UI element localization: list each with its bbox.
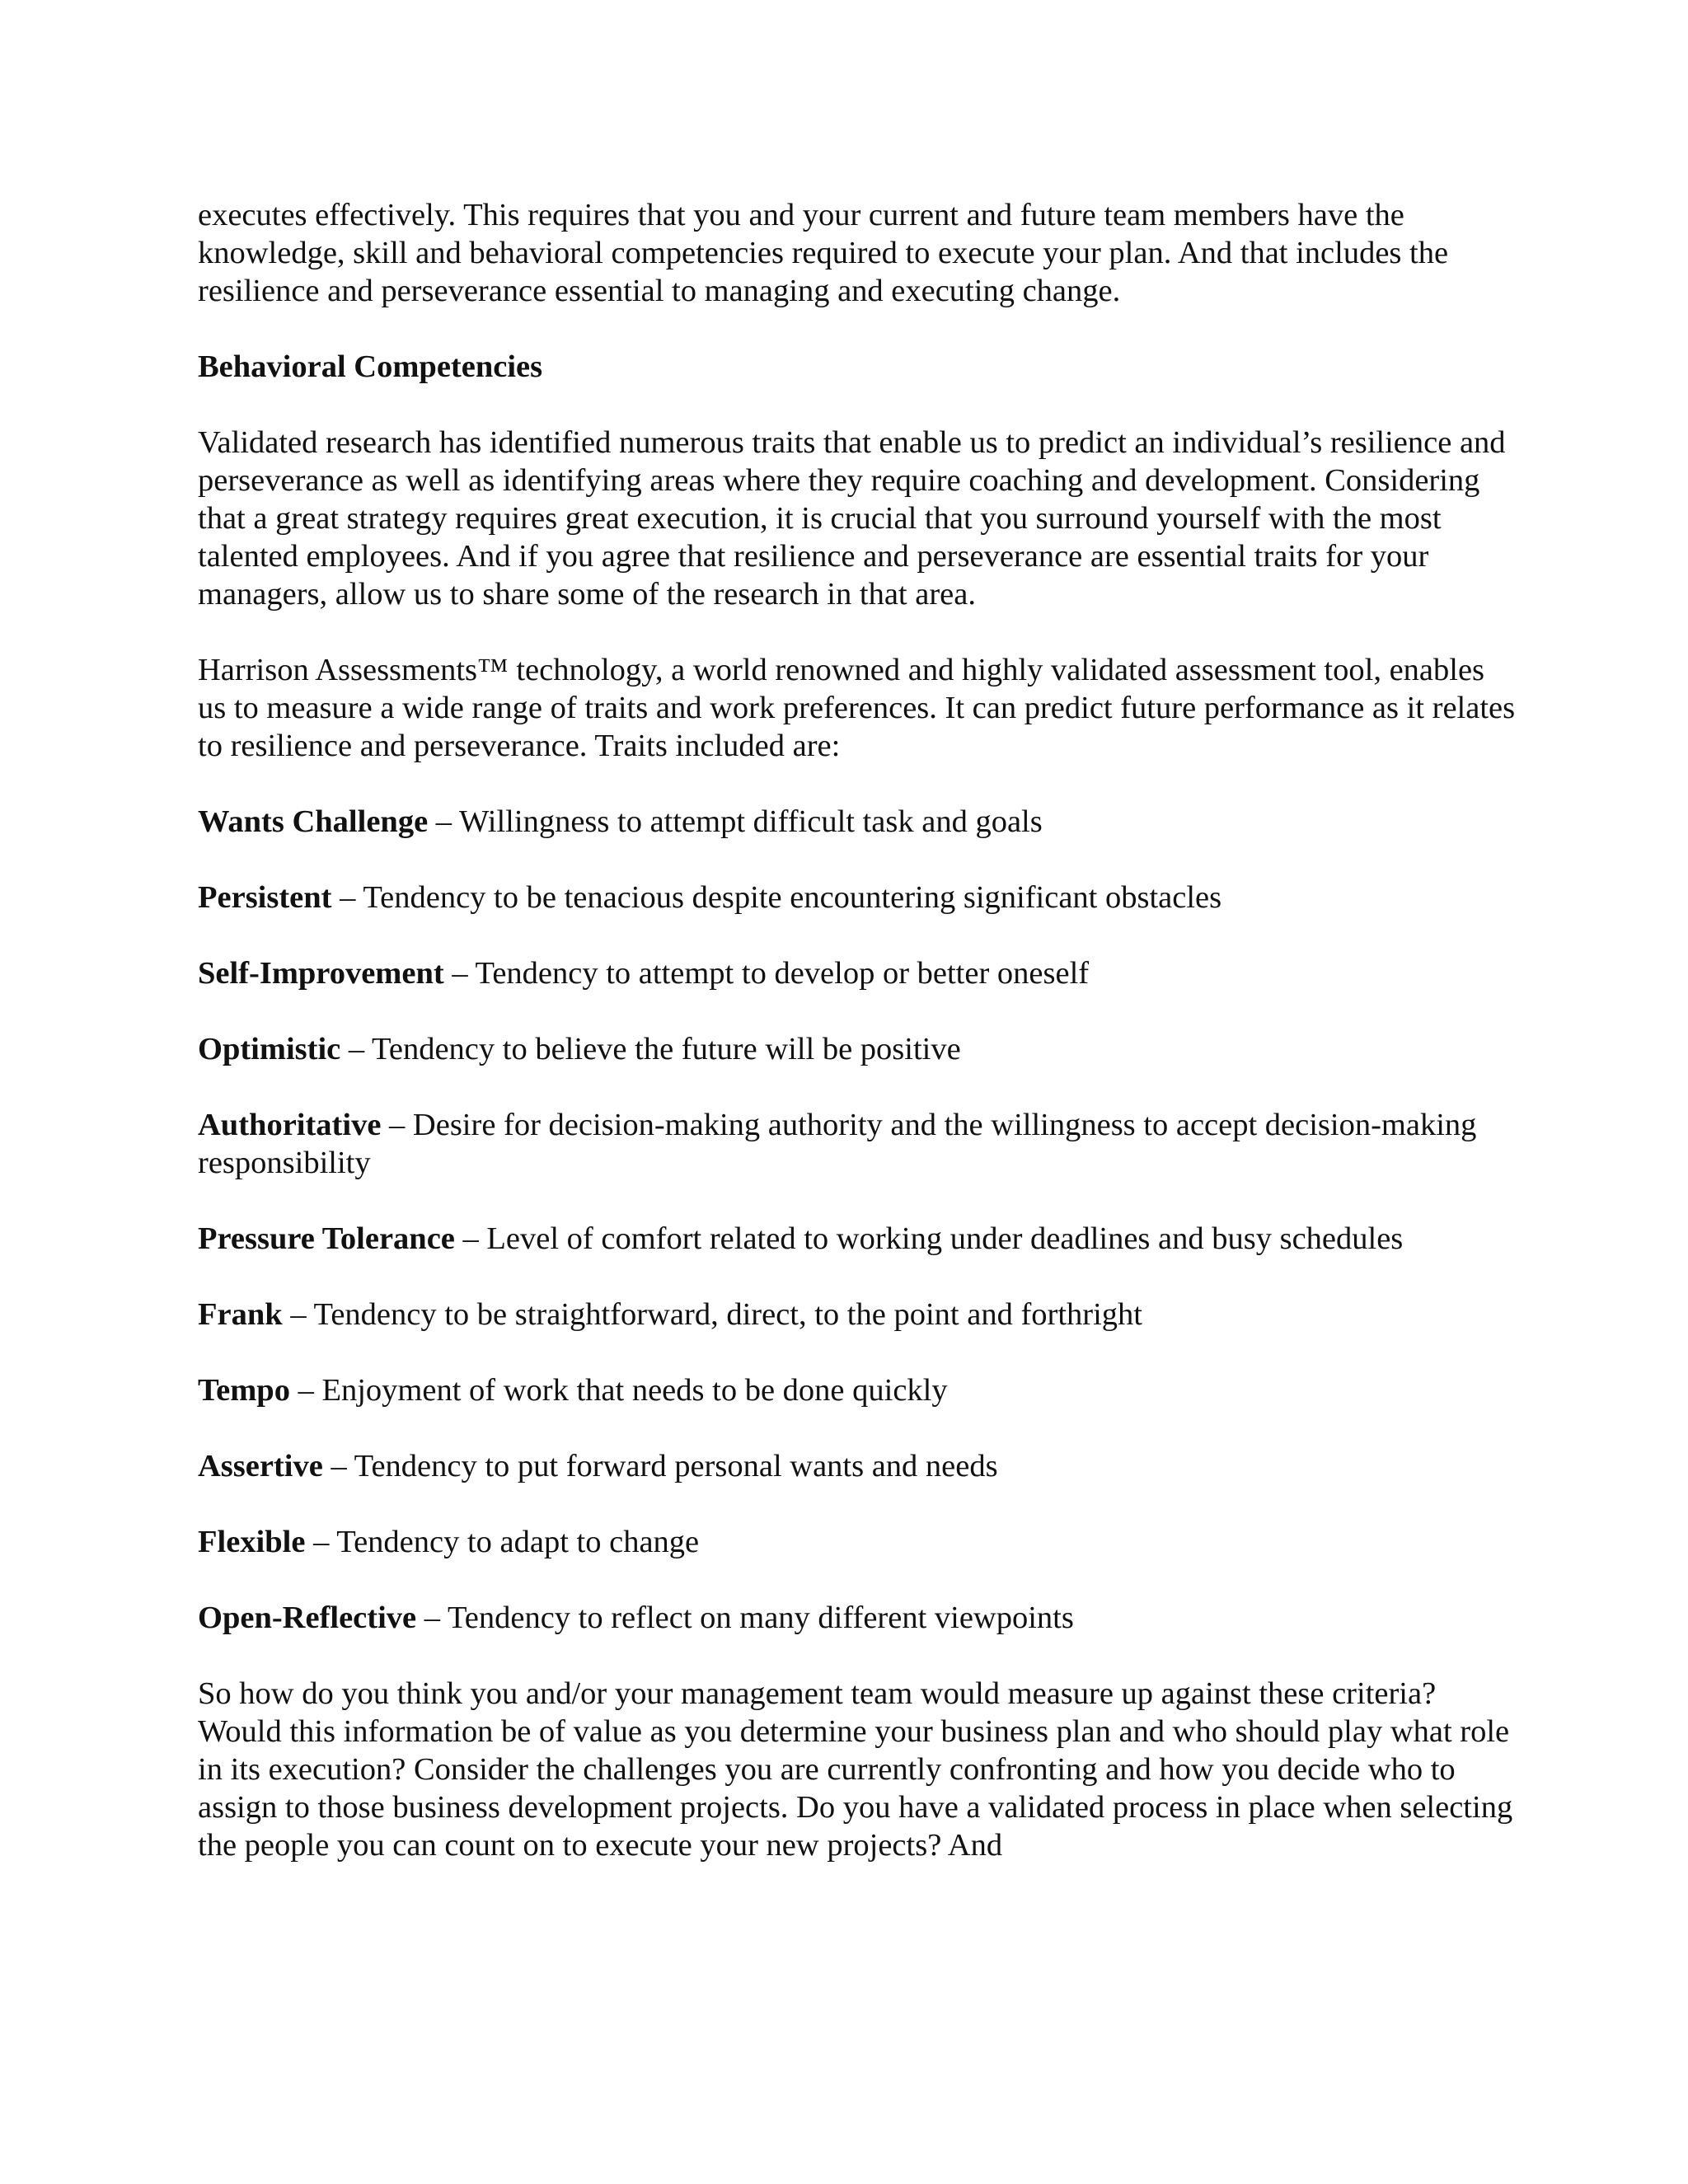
trait-item bbox=[198, 954, 1517, 992]
trait-separator: – bbox=[454, 1221, 487, 1256]
trait-description: Tendency to believe the future will be positive bbox=[372, 1032, 961, 1066]
trait-description: Willingness to attempt difficult task and goals bbox=[458, 804, 1043, 839]
trait-separator: – bbox=[305, 1525, 337, 1559]
trait-description: Tendency to adapt to change bbox=[336, 1525, 700, 1559]
trait-separator: – bbox=[381, 1108, 413, 1142]
trait-description: Enjoyment of work that needs to be done quickly bbox=[321, 1373, 948, 1408]
trait-separator: – bbox=[340, 1032, 373, 1066]
trait-separator: – bbox=[282, 1297, 314, 1332]
trait-description: Tendency to put forward personal wants and needs bbox=[354, 1449, 998, 1483]
trait-name: Authoritative bbox=[198, 1108, 382, 1142]
document-page bbox=[198, 196, 1517, 1864]
trait-item bbox=[198, 1599, 1517, 1637]
section-heading: Behavioral Competencies bbox=[198, 349, 543, 384]
trait-description: Tendency to reflect on many different viewpoints bbox=[447, 1601, 1074, 1635]
trait-item bbox=[198, 1296, 1517, 1333]
trait-description: Tendency to be straightforward, direct, to the point and forthright bbox=[313, 1297, 1142, 1332]
trait-separator: – bbox=[322, 1449, 354, 1483]
trait-item bbox=[198, 879, 1517, 916]
harrison-paragraph: Harrison Assessments™ technology, a world renowned and highly validated assessment tool, enables us to measure a wide range of traits and work preferences. It can predict future performance as it relates to resilience and perseverance. Traits included are: bbox=[198, 653, 1516, 763]
trait-item bbox=[198, 1220, 1517, 1258]
trait-item bbox=[198, 1523, 1517, 1561]
trait-name: Open-Reflective bbox=[198, 1601, 417, 1635]
trait-name: Wants Challenge bbox=[198, 804, 429, 839]
trait-separator: – bbox=[289, 1373, 322, 1408]
trait-separator: – bbox=[416, 1601, 448, 1635]
closing-paragraph: So how do you think you and/or your management team would measure up against these criteria? Would this information be of value as you determine your business plan and who should play what role in its execution? Consider the challenges you are currently confronting and how you decide who to assign to those business development projects. Do you have a validated process in place when selecting the people you can count on to execute your new projects? And bbox=[198, 1676, 1513, 1863]
intro-paragraph: executes effectively. This requires that you and your current and future team members have the knowledge, skill and behavioral competencies required to execute your plan. And that includes the resilience and perseverance essential to managing and executing change. bbox=[198, 198, 1449, 308]
trait-name: Assertive bbox=[198, 1449, 323, 1483]
trait-name: Flexible bbox=[198, 1525, 306, 1559]
trait-description: Tendency to be tenacious despite encountering significant obstacles bbox=[363, 880, 1222, 915]
trait-description: Desire for decision-making authority and the willingness to accept decision-making responsibility bbox=[198, 1108, 1477, 1180]
trait-separator: – bbox=[428, 804, 459, 839]
trait-separator: – bbox=[443, 956, 476, 991]
trait-name: Pressure Tolerance bbox=[198, 1221, 455, 1256]
trait-name: Persistent bbox=[198, 880, 332, 915]
trait-item bbox=[198, 1030, 1517, 1068]
trait-description: Level of comfort related to working under deadlines and busy schedules bbox=[486, 1221, 1404, 1256]
trait-description: Tendency to attempt to develop or better oneself bbox=[475, 956, 1090, 991]
trait-item bbox=[198, 1106, 1517, 1182]
research-paragraph: Validated research has identified numerous traits that enable us to predict an individual’s resilience and perseverance as well as identifying areas where they require coaching and development. Considering that a great strategy requires great execution, it is crucial that you surround yourself with the most talented employees. And if you agree that resilience and perseverance are essential traits for your managers, allow us to share some of the research in that area. bbox=[198, 425, 1506, 612]
trait-name: Tempo bbox=[198, 1373, 290, 1408]
trait-separator: – bbox=[331, 880, 363, 915]
trait-name: Frank bbox=[198, 1297, 283, 1332]
trait-item bbox=[198, 803, 1517, 841]
trait-item bbox=[198, 1447, 1517, 1485]
trait-name: Self-Improvement bbox=[198, 956, 444, 991]
trait-item bbox=[198, 1371, 1517, 1409]
trait-name: Optimistic bbox=[198, 1032, 341, 1066]
